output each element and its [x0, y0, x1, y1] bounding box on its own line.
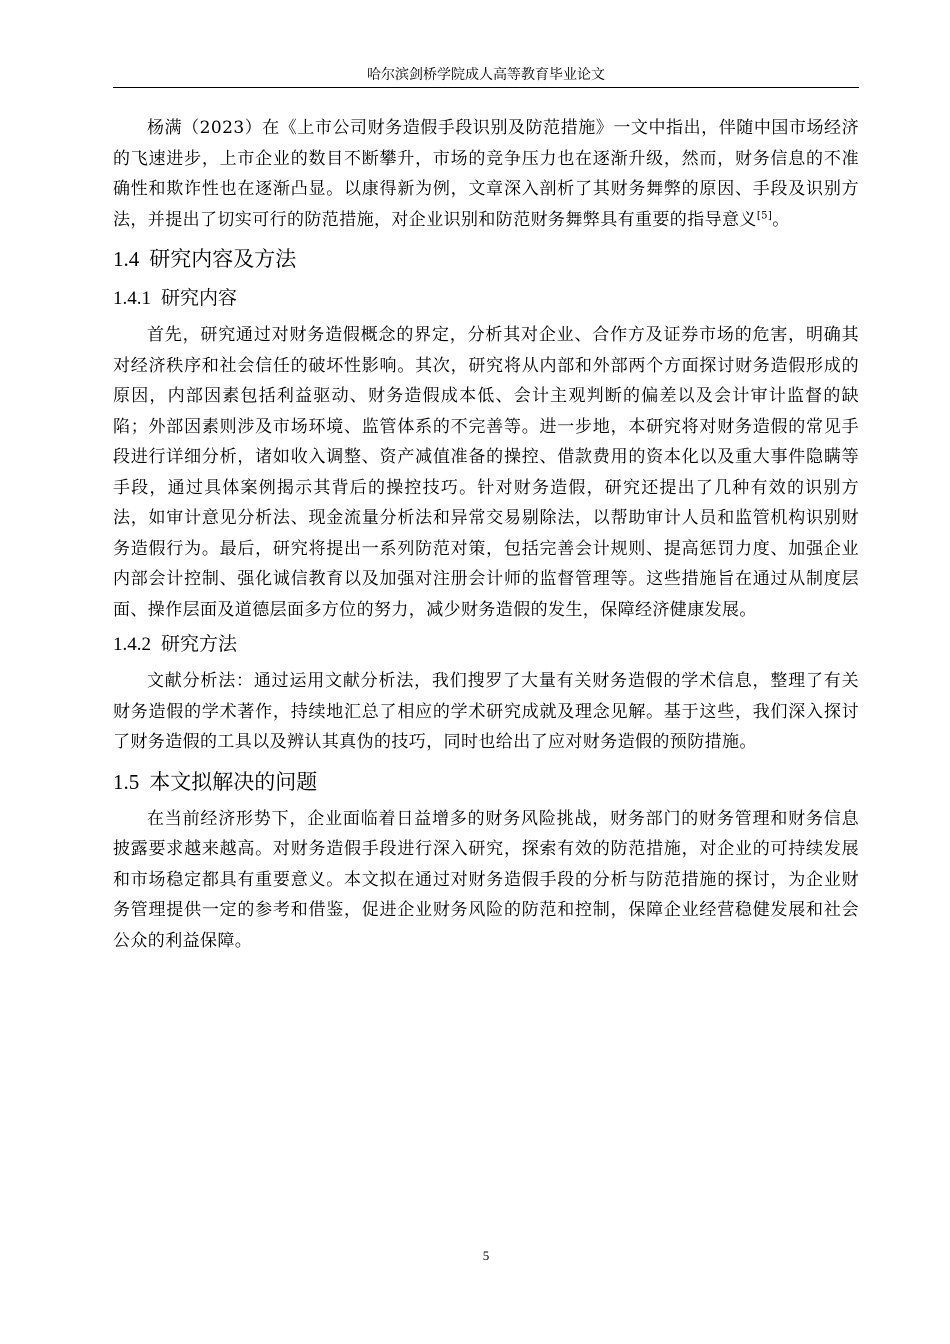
heading-1-4-2-title: 研究方法	[161, 633, 238, 655]
page-header: 哈尔滨剑桥学院成人高等教育毕业论文	[367, 67, 605, 83]
page-number: 5	[482, 1248, 490, 1263]
heading-1-4-2	[113, 627, 859, 662]
heading-1-5-title: 本文拟解决的问题	[149, 769, 318, 794]
research-method-paragraph: 文献分析法：通过运用文献分析法，我们搜罗了大量有关财务造假的学术信息，整理了有关财务造假的学术著作，持续地汇总了相应的学术研究成就及理念见解。基于这些，我们深入探讨了财务造假的工具以及辨认其真伪的技巧，同时也给出了应对财务造假的预防措施。	[113, 671, 859, 752]
heading-1-4-1	[113, 281, 859, 316]
intro-paragraph-text: 杨满（2023）在《上市公司财务造假手段识别及防范措施》一文中指出，伴随中国市场经济的飞速进步，上市企业的数目不断攀升，市场的竞争压力也在逐渐升级，然而，财务信息的不准确性和欺诈性也在逐渐凸显。以康得新为例，文章深入剖析了其财务舞弊的原因、手段及识别方法，并提出了切实可行的防范措施，对企业识别和防范财务舞弊具有重要的指导意义	[113, 118, 859, 230]
heading-1-4-2-number: 1.4.2	[113, 634, 151, 655]
heading-1-4-1-title: 研究内容	[161, 287, 238, 309]
citation-ref: [5]	[756, 209, 773, 221]
heading-1-5	[113, 764, 859, 800]
intro-paragraph-ending: 。	[772, 209, 790, 230]
heading-1-4-title: 研究内容及方法	[149, 247, 297, 271]
header-divider	[113, 87, 859, 88]
document-body	[113, 113, 859, 956]
intro-paragraph	[113, 113, 859, 235]
heading-1-5-number: 1.5	[113, 769, 140, 794]
heading-1-4-1-number: 1.4.1	[113, 288, 151, 309]
problem-paragraph: 在当前经济形势下，企业面临着日益增多的财务风险挑战，财务部门的财务管理和财务信息披露要求越来越高。对财务造假手段进行深入研究，探索有效的防范措施，对企业的可持续发展和市场稳定都具有重要意义。本文拟在通过对财务造假手段的分析与防范措施的探讨，为企业财务管理提供一定的参考和借鉴，促进企业财务风险的防范和控制，保障企业经营稳健发展和社会公众的利益保障。	[113, 808, 859, 951]
research-content-paragraph: 首先，研究通过对财务造假概念的界定，分析其对企业、合作方及证券市场的危害，明确其对经济秩序和社会信任的破坏性影响。其次，研究将从内部和外部两个方面探讨财务造假形成的原因，内部因素包括利益驱动、财务造假成本低、会计主观判断的偏差以及会计审计监督的缺陷；外部因素则涉及市场环境、监管体系的不完善等。进一步地，本研究将对财务造假的常见手段进行详细分析，诸如收入调整、资产减值准备的操控、借款费用的资本化以及重大事件隐瞒等手段，通过具体案例揭示其背后的操控技巧。针对财务造假，研究还提出了几种有效的识别方法，如审计意见分析法、现金流量分析法和异常交易剔除法，以帮助审计人员和监管机构识别财务造假行为。最后，研究将提出一系列防范对策，包括完善会计规则、提高惩罚力度、加强企业内部会计控制、强化诚信教育以及加强对注册会计师的监督管理等。这些措施旨在通过从制度层面、操作层面及道德层面多方位的努力，减少财务造假的发生，保障经济健康发展。	[113, 325, 859, 620]
heading-1-4	[113, 241, 859, 277]
heading-1-4-number: 1.4	[113, 247, 140, 271]
